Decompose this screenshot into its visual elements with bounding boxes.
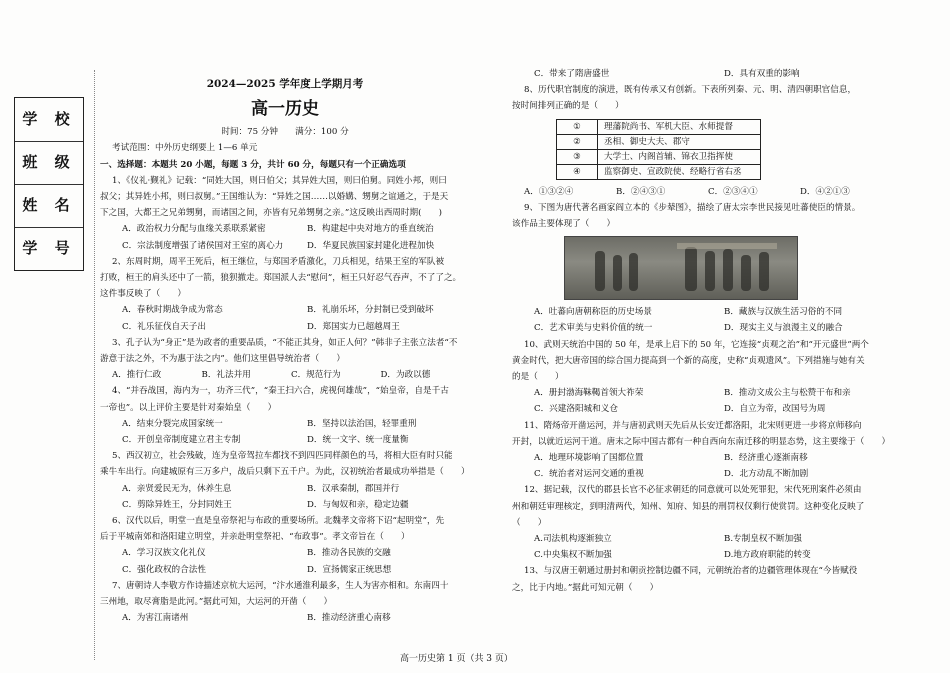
option[interactable]: A．春秋时期战争成为常态 — [122, 305, 223, 316]
option[interactable]: C．宗法制度增强了诸侯国对王室的离心力 — [122, 240, 284, 251]
q9-options — [512, 304, 892, 320]
label-class: 班 级 — [22, 153, 76, 171]
q7-options-cont — [512, 66, 892, 82]
q1-options — [100, 238, 470, 254]
student-info-box — [14, 97, 84, 271]
painting-figures — [565, 237, 797, 299]
q9-line: 该作品主要体现了（ ） — [512, 219, 616, 230]
q8-options — [512, 184, 892, 200]
q8-line: 8、历代职官制度的演进，既有传承又有创新。下表所列秦、元、明、清四朝职官信息， — [524, 85, 857, 96]
option[interactable]: B．礼法并用 — [201, 370, 251, 381]
option[interactable]: B．②④③① — [616, 186, 666, 197]
option[interactable]: C．艺术审美与史料价值的统一 — [534, 323, 653, 334]
option[interactable]: C．剪除异姓王，分封同姓王 — [122, 499, 232, 510]
exam-scope: 考试范围：中外历史纲要上 1—6 单元 — [112, 143, 258, 154]
option[interactable]: A．吐蕃向唐朝称臣的历史场景 — [534, 307, 652, 318]
q6-options — [100, 562, 470, 578]
q7-line: 7、唐朝诗人李敬方作诗描述京杭大运河，“汴水通淮利最多，生人为害亦相和。东南四十 — [112, 580, 449, 591]
option[interactable]: C.中央集权不断加强 — [534, 550, 612, 561]
q6-line: 6、汉代以后，明堂一直是皇帝祭祀与布政的重要场所。北魏孝文帝将下诏“起明堂”，先 — [112, 516, 445, 527]
q11-line: 11、隋炀帝开凿运河，并与唐初武则天先后从长安迁都洛阳，北宋则更进一步将京师移向 — [524, 420, 862, 431]
q10-line: 的是（ ） — [512, 372, 564, 383]
q3-options — [100, 367, 470, 383]
q1-line: 叔父；其异姓小邦，则曰叔舅。”王国维认为：“异姓之国……以婚媾、甥舅之谊通之，于是天 — [100, 192, 449, 203]
q4-line: 一帝也”。以上评价主要是针对秦始皇（ ） — [100, 402, 277, 413]
option[interactable]: A．学习汉族文化礼仪 — [122, 548, 206, 559]
right-column — [512, 66, 892, 596]
option[interactable]: C．强化政权的合法性 — [122, 564, 206, 575]
option[interactable]: B．坚持以法治国，轻罪重刑 — [307, 418, 417, 429]
option[interactable]: A．册封渤海靺鞨首领大祚荣 — [534, 388, 644, 399]
option[interactable]: C．兴建洛阳城和义仓 — [534, 404, 618, 415]
option[interactable]: C．规范行为 — [291, 370, 341, 381]
q11-options — [512, 450, 892, 466]
q5-options — [100, 497, 470, 513]
q10-options — [512, 385, 892, 401]
option[interactable]: D．宣扬儒家正统思想 — [307, 564, 392, 575]
q11-options — [512, 466, 892, 482]
option[interactable]: B．推动各民族的交融 — [307, 548, 391, 559]
option[interactable]: B．构建起中央对地方的垂直统治 — [307, 224, 434, 235]
section-heading: 一、选择题：本题共 20 小题，每题 3 分，共计 60 分，每题只有一个正确选项 — [100, 159, 406, 170]
q2-line: 打败，桓王的肩头还中了一箭，狼狈撤走。郑国派人去“慰问”，桓王只好忍气吞声，不了了之。 — [100, 273, 462, 284]
option[interactable]: A．结束分裂完成国家统一 — [122, 418, 223, 429]
subject-title: 高一历史 — [251, 99, 319, 120]
table-row: ② 丞相、御史大夫、郡守 — [557, 134, 761, 149]
option[interactable]: D．郑国实力已超越周王 — [307, 321, 400, 332]
q4-line: 4、“并吞战国，海内为一，功齐三代”，“秦王扫六合，虎视何雄哉”，“始皇帝，自是千古 — [112, 386, 449, 397]
q13-line: 之，比于内地。”据此可知元朝（ ） — [512, 582, 659, 593]
q9-options — [512, 320, 892, 336]
option[interactable]: C．开创皇帝制度建立君主专制 — [122, 435, 241, 446]
q1-line: 1、《仪礼·觐礼》记载：“同姓大国，则曰伯父；其异姓大国，则曰伯舅。同姓小邦，则曰 — [112, 175, 447, 186]
option[interactable]: D．北方动乱不断加剧 — [724, 469, 809, 480]
q1-options — [100, 221, 470, 237]
q5-options — [100, 481, 470, 497]
q12-line: 州和朝廷审理核定，到明清两代，知州、知府、知县的刑罚权仅剩行使赏罚。这种变化反映了 — [512, 501, 865, 512]
option[interactable]: D．华夏民族国家封建化进程加快 — [307, 240, 435, 251]
q12-options — [512, 547, 892, 563]
label-student-id: 学 号 — [22, 239, 76, 257]
option[interactable]: D．具有双重的影响 — [724, 69, 800, 79]
q5-line: 乘牛车出行。向建城原有三万多户，战后只剩下五千户。为此，汉初统治者最成功举措是（ ） — [100, 467, 470, 478]
q5-line: 5、西汉初立，社会残破，连为皇帝驾拉车都找不到四匹同样颜色的马，将相大臣有时只能 — [112, 451, 453, 462]
q13-line: 13、与汉唐王朝通过册封和朝贡控制边疆不同，元朝统治者的边疆管理体现在“今皆赋役 — [524, 566, 858, 577]
q3-line: 3、孔子认为“身正”是为政者的重要品质，“不能正其身，如正人何？”韩非子主张立法者“不 — [112, 337, 458, 348]
option[interactable]: D．与匈奴和亲，稳定边疆 — [307, 499, 409, 510]
binding-line — [94, 70, 95, 660]
painting-image — [564, 236, 798, 300]
q8-line: 按时间排列正确的是（ ） — [512, 101, 624, 112]
q10-options — [512, 401, 892, 417]
option[interactable]: A．亲贤爱民无为，休养生息 — [122, 483, 232, 494]
q3-line: 游意于法之外，不为惠于法之内”。他们这里倡导统治者（ ） — [100, 354, 346, 365]
label-school: 学 校 — [22, 110, 76, 128]
q1-line: 下之国，大都王之兄弟甥舅，而诸国之间，亦皆有兄弟甥舅之亲。”这反映出西周时期( ) — [100, 208, 442, 219]
q10-line: 黄金时代，把大唐帝国的综合国力提高到一个新的高度，史称“贞观遗风”。下列措施与她有关 — [512, 355, 865, 366]
q2-options — [100, 302, 470, 318]
option[interactable]: A.司法机构逐渐独立 — [534, 534, 612, 545]
q2-line: 这件事反映了（ ） — [100, 289, 186, 300]
option[interactable]: A．地理环境影响了国都位置 — [534, 453, 644, 464]
q6-options — [100, 545, 470, 561]
option[interactable]: D．自立为帝，改国号为周 — [724, 404, 826, 415]
q8-table — [556, 119, 761, 180]
table-row: ④ 监察御史、宣政院使、经略行省右丞 — [557, 164, 761, 179]
q2-line: 2、东周时期，周平王死后，桓王继位，与郑国矛盾激化，刀兵相见，结果王室的军队被 — [112, 256, 445, 267]
q12-line: （ ） — [512, 517, 547, 528]
option[interactable]: A．政治权力分配与血缘关系联系紧密 — [122, 224, 266, 235]
q6-line: 后于平城南郊和洛阳建立明堂，并亲赴明堂祭祀、“布政事”。孝文帝旨在（ ） — [100, 532, 410, 543]
option[interactable]: B．经济重心逐渐南移 — [724, 453, 808, 464]
q12-line: 12、据记载，汉代的郡县长官不必征求朝廷的同意就可以处死罪犯，宋代死刑案件必须由 — [524, 485, 862, 496]
option[interactable]: A．推行仁政 — [112, 370, 162, 381]
table-row: ① 理藩院尚书、军机大臣、水师提督 — [557, 119, 761, 134]
time-score: 时间：75 分钟 满分：100 分 — [221, 127, 349, 138]
q12-options — [512, 531, 892, 547]
exam-title: 2024—2025 学年度上学期月考 — [206, 78, 364, 90]
option[interactable]: A．①③②④ — [524, 186, 574, 197]
left-column — [100, 76, 470, 627]
q7-line: 三州地，取尽膏脂是此河。”据此可知，大运河的开凿（ ） — [100, 597, 333, 608]
q9-line: 9、下图为唐代著名画家阎立本的《步辇图》，描绘了唐太宗李世民接见吐蕃使臣的情景。 — [524, 202, 861, 213]
option[interactable]: D．现实主义与浪漫主义的融合 — [724, 323, 843, 334]
option[interactable]: B．礼崩乐坏，分封制已受到破坏 — [307, 305, 434, 316]
q2-options — [100, 319, 470, 335]
table-row: ③ 大学士、内阁首辅、锦衣卫指挥使 — [557, 149, 761, 164]
option[interactable]: B．推动经济重心南移 — [307, 613, 391, 624]
option[interactable]: B．推动文成公主与松赞干布和亲 — [724, 388, 851, 399]
option[interactable]: D．④②①③ — [800, 186, 850, 197]
option[interactable]: C．带来了隋唐盛世 — [534, 69, 610, 79]
page-footer: 高一历史第 1 页（共 3 页） — [400, 654, 513, 664]
option[interactable]: D．统一文字、统一度量衡 — [307, 435, 409, 446]
q4-options — [100, 432, 470, 448]
label-name: 姓 名 — [22, 196, 76, 214]
option[interactable]: D.地方政府职能的转变 — [724, 550, 811, 561]
option[interactable]: D．为政以德 — [380, 370, 431, 381]
option[interactable]: B．汉承秦制，郡国并行 — [307, 483, 400, 494]
option[interactable]: A．为害江南诸州 — [122, 613, 189, 624]
q11-line: 开封，以就近运河干道。唐末之际中国古都有一种自西向东南迁移的明显态势，这主要缘于（ ） — [512, 436, 891, 447]
q7-options — [100, 610, 470, 626]
option[interactable]: C．②③④① — [708, 186, 758, 197]
q4-options — [100, 416, 470, 432]
option[interactable]: C．礼乐征伐自天子出 — [122, 321, 206, 332]
option[interactable]: C．统治者对运河交通的重视 — [534, 469, 644, 480]
option[interactable]: B．藏族与汉族生活习俗的不同 — [724, 307, 843, 318]
option[interactable]: B.专制皇权不断加强 — [724, 534, 802, 545]
q10-line: 10、武则天统治中国的 50 年，是承上启下的 50 年，它连接“贞观之治”和“开元盛世”两个 — [524, 339, 869, 350]
